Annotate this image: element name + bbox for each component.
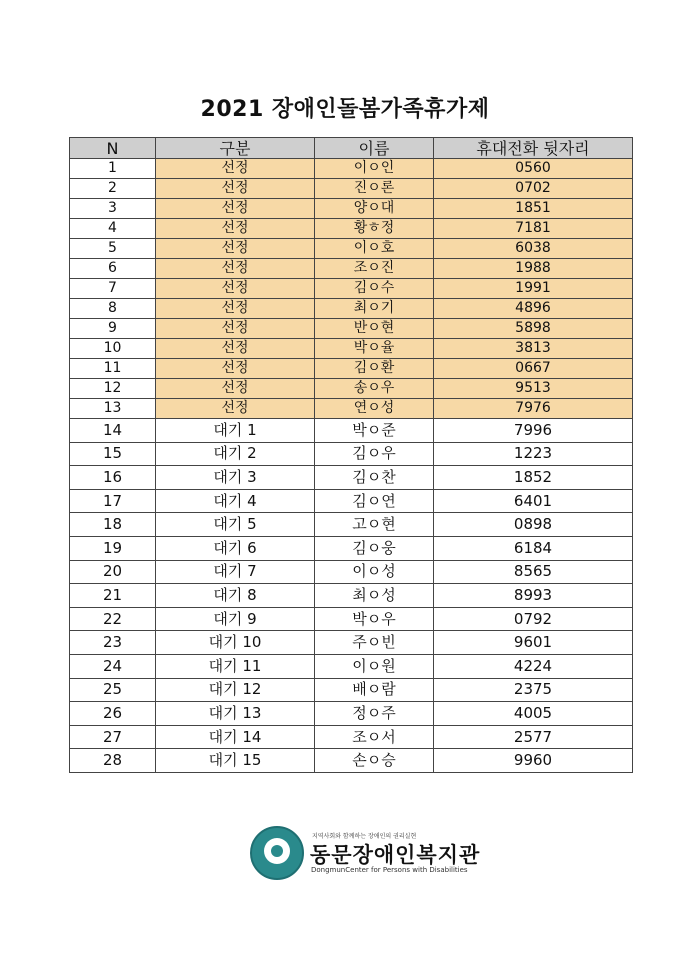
cell-name: 연ㅇ성 bbox=[315, 399, 434, 419]
cell-category: 선정 bbox=[156, 279, 315, 299]
table-row bbox=[70, 560, 633, 584]
cell-category: 선정 bbox=[156, 359, 315, 379]
cell-category: 대기 1 bbox=[156, 419, 315, 443]
cell-number: 4 bbox=[70, 219, 156, 239]
document-title: 2021 장애인돌봄가족휴가제 bbox=[200, 97, 490, 122]
cell-number: 7 bbox=[70, 279, 156, 299]
cell-name: 김ㅇ연 bbox=[315, 489, 434, 513]
cell-number: 12 bbox=[70, 379, 156, 399]
table-row bbox=[70, 419, 633, 443]
cell-phone: 0560 bbox=[434, 159, 633, 179]
cell-name: 조ㅇ진 bbox=[315, 259, 434, 279]
cell-phone: 0702 bbox=[434, 179, 633, 199]
cell-number: 2 bbox=[70, 179, 156, 199]
cell-phone: 0898 bbox=[434, 513, 633, 537]
cell-number: 3 bbox=[70, 199, 156, 219]
cell-name: 박ㅇ우 bbox=[315, 607, 434, 631]
cell-phone: 4005 bbox=[434, 702, 633, 726]
cell-name: 박ㅇ준 bbox=[315, 419, 434, 443]
cell-name: 송ㅇ우 bbox=[315, 379, 434, 399]
cell-number: 11 bbox=[70, 359, 156, 379]
cell-phone: 9601 bbox=[434, 631, 633, 655]
cell-category: 선정 bbox=[156, 179, 315, 199]
cell-category: 대기 8 bbox=[156, 584, 315, 608]
cell-number: 28 bbox=[70, 749, 156, 773]
cell-name: 최ㅇ기 bbox=[315, 299, 434, 319]
cell-category: 대기 6 bbox=[156, 536, 315, 560]
cell-phone: 2577 bbox=[434, 725, 633, 749]
cell-name: 반ㅇ현 bbox=[315, 319, 434, 339]
table-row bbox=[70, 399, 633, 419]
cell-name: 김ㅇ우 bbox=[315, 442, 434, 466]
cell-phone: 4896 bbox=[434, 299, 633, 319]
cell-name: 김ㅇ수 bbox=[315, 279, 434, 299]
table-row bbox=[70, 607, 633, 631]
cell-name: 진ㅇ론 bbox=[315, 179, 434, 199]
cell-category: 선정 bbox=[156, 319, 315, 339]
cell-category: 선정 bbox=[156, 239, 315, 259]
header-phone: 휴대전화 뒷자리 bbox=[434, 138, 633, 159]
cell-category: 대기 2 bbox=[156, 442, 315, 466]
table-row bbox=[70, 702, 633, 726]
org-english-name: DongmunCenter for Persons with Disabilities bbox=[311, 866, 468, 874]
cell-category: 선정 bbox=[156, 199, 315, 219]
cell-phone: 7181 bbox=[434, 219, 633, 239]
table-row bbox=[70, 725, 633, 749]
cell-name: 배ㅇ람 bbox=[315, 678, 434, 702]
table-body bbox=[70, 159, 633, 773]
cell-category: 선정 bbox=[156, 219, 315, 239]
cell-number: 13 bbox=[70, 399, 156, 419]
table-row bbox=[70, 584, 633, 608]
cell-category: 대기 7 bbox=[156, 560, 315, 584]
cell-phone: 3813 bbox=[434, 339, 633, 359]
cell-name: 황ㅎ정 bbox=[315, 219, 434, 239]
table-row bbox=[70, 279, 633, 299]
cell-phone: 1852 bbox=[434, 466, 633, 490]
cell-number: 17 bbox=[70, 489, 156, 513]
cell-category: 선정 bbox=[156, 399, 315, 419]
cell-number: 20 bbox=[70, 560, 156, 584]
cell-category: 대기 14 bbox=[156, 725, 315, 749]
table-row bbox=[70, 339, 633, 359]
cell-category: 대기 15 bbox=[156, 749, 315, 773]
table-row bbox=[70, 536, 633, 560]
cell-phone: 0792 bbox=[434, 607, 633, 631]
cell-number: 5 bbox=[70, 239, 156, 259]
cell-category: 선정 bbox=[156, 339, 315, 359]
cell-category: 선정 bbox=[156, 259, 315, 279]
cell-number: 18 bbox=[70, 513, 156, 537]
table-row bbox=[70, 489, 633, 513]
table-row bbox=[70, 319, 633, 339]
cell-number: 22 bbox=[70, 607, 156, 631]
table-row bbox=[70, 359, 633, 379]
cell-phone: 7976 bbox=[434, 399, 633, 419]
table-row bbox=[70, 179, 633, 199]
cell-number: 1 bbox=[70, 159, 156, 179]
cell-name: 고ㅇ현 bbox=[315, 513, 434, 537]
cell-phone: 6184 bbox=[434, 536, 633, 560]
cell-number: 8 bbox=[70, 299, 156, 319]
cell-name: 이ㅇ호 bbox=[315, 239, 434, 259]
table-row bbox=[70, 199, 633, 219]
cell-name: 조ㅇ서 bbox=[315, 725, 434, 749]
table-row bbox=[70, 442, 633, 466]
cell-name: 김ㅇ환 bbox=[315, 359, 434, 379]
cell-category: 대기 10 bbox=[156, 631, 315, 655]
cell-number: 23 bbox=[70, 631, 156, 655]
cell-phone: 9513 bbox=[434, 379, 633, 399]
cell-number: 26 bbox=[70, 702, 156, 726]
header-category: 구분 bbox=[156, 138, 315, 159]
cell-category: 대기 12 bbox=[156, 678, 315, 702]
table-row bbox=[70, 513, 633, 537]
organization-logo-icon bbox=[250, 826, 304, 880]
cell-phone: 5898 bbox=[434, 319, 633, 339]
cell-category: 선정 bbox=[156, 379, 315, 399]
cell-phone: 9960 bbox=[434, 749, 633, 773]
cell-category: 대기 5 bbox=[156, 513, 315, 537]
cell-name: 이ㅇ성 bbox=[315, 560, 434, 584]
cell-name: 이ㅇ인 bbox=[315, 159, 434, 179]
cell-phone: 4224 bbox=[434, 654, 633, 678]
cell-phone: 1851 bbox=[434, 199, 633, 219]
cell-phone: 1991 bbox=[434, 279, 633, 299]
cell-phone: 7996 bbox=[434, 419, 633, 443]
cell-name: 박ㅇ율 bbox=[315, 339, 434, 359]
cell-category: 대기 3 bbox=[156, 466, 315, 490]
table-row bbox=[70, 259, 633, 279]
cell-name: 손ㅇ승 bbox=[315, 749, 434, 773]
table-row bbox=[70, 678, 633, 702]
cell-number: 19 bbox=[70, 536, 156, 560]
cell-phone: 2375 bbox=[434, 678, 633, 702]
cell-number: 14 bbox=[70, 419, 156, 443]
cell-name: 주ㅇ빈 bbox=[315, 631, 434, 655]
table-row bbox=[70, 159, 633, 179]
org-name: 동문장애인복지관 bbox=[310, 843, 481, 867]
cell-phone: 6038 bbox=[434, 239, 633, 259]
cell-number: 15 bbox=[70, 442, 156, 466]
table-row bbox=[70, 654, 633, 678]
cell-category: 대기 11 bbox=[156, 654, 315, 678]
cell-number: 10 bbox=[70, 339, 156, 359]
cell-category: 선정 bbox=[156, 159, 315, 179]
table-row bbox=[70, 299, 633, 319]
cell-category: 대기 4 bbox=[156, 489, 315, 513]
table-row bbox=[70, 631, 633, 655]
cell-number: 27 bbox=[70, 725, 156, 749]
cell-name: 최ㅇ성 bbox=[315, 584, 434, 608]
table-row bbox=[70, 219, 633, 239]
cell-category: 선정 bbox=[156, 299, 315, 319]
table-header-row bbox=[70, 138, 633, 159]
cell-phone: 8565 bbox=[434, 560, 633, 584]
cell-name: 정ㅇ주 bbox=[315, 702, 434, 726]
participant-table bbox=[69, 137, 633, 773]
cell-number: 25 bbox=[70, 678, 156, 702]
org-tagline: 지역사회와 함께하는 장애인의 권리실현 bbox=[312, 833, 417, 840]
cell-number: 16 bbox=[70, 466, 156, 490]
cell-phone: 0667 bbox=[434, 359, 633, 379]
table-row bbox=[70, 239, 633, 259]
cell-phone: 6401 bbox=[434, 489, 633, 513]
cell-phone: 8993 bbox=[434, 584, 633, 608]
cell-number: 6 bbox=[70, 259, 156, 279]
cell-phone: 1988 bbox=[434, 259, 633, 279]
table-row bbox=[70, 749, 633, 773]
cell-category: 대기 13 bbox=[156, 702, 315, 726]
header-name: 이름 bbox=[315, 138, 434, 159]
cell-number: 24 bbox=[70, 654, 156, 678]
cell-number: 9 bbox=[70, 319, 156, 339]
header-number: N bbox=[70, 138, 156, 159]
cell-name: 이ㅇ원 bbox=[315, 654, 434, 678]
table-row bbox=[70, 466, 633, 490]
cell-phone: 1223 bbox=[434, 442, 633, 466]
cell-name: 양ㅇ대 bbox=[315, 199, 434, 219]
footer-logo-block bbox=[250, 826, 490, 884]
table-row bbox=[70, 379, 633, 399]
cell-category: 대기 9 bbox=[156, 607, 315, 631]
cell-name: 김ㅇ웅 bbox=[315, 536, 434, 560]
cell-number: 21 bbox=[70, 584, 156, 608]
cell-name: 김ㅇ찬 bbox=[315, 466, 434, 490]
